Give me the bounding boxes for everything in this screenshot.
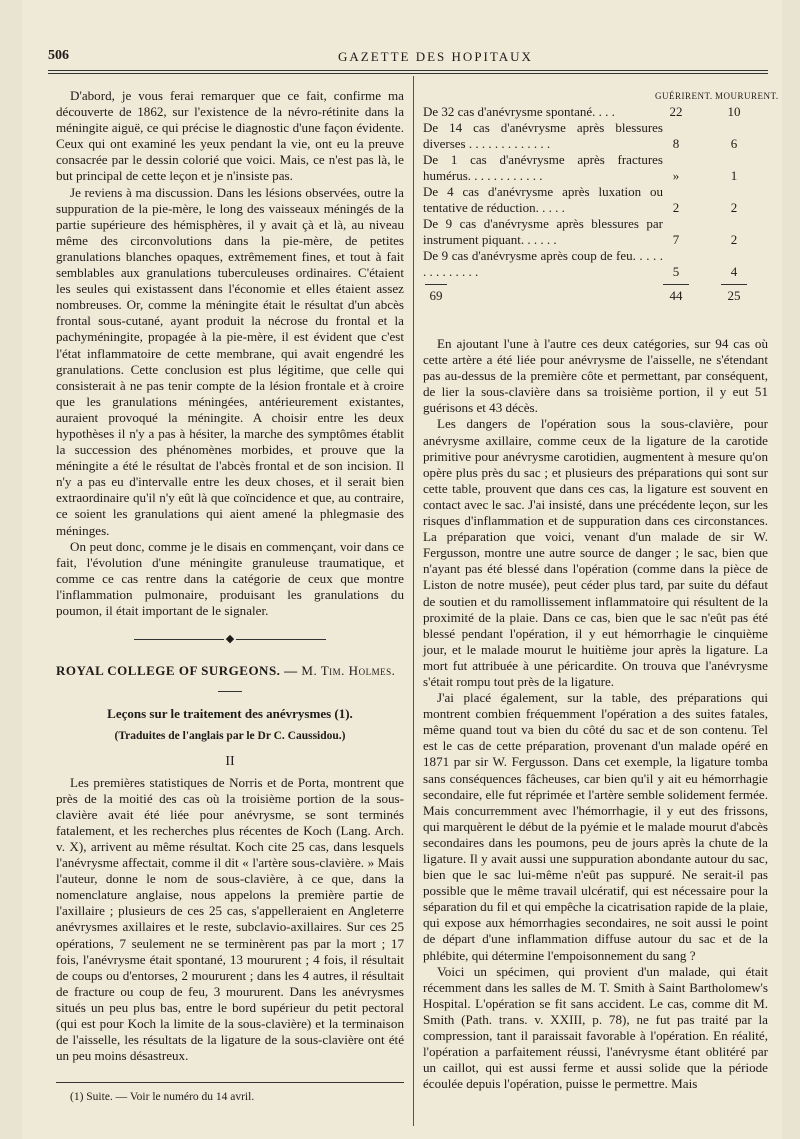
section-title: ROYAL COLLEGE OF SURGEONS. — (56, 663, 298, 679)
table-cell-cured: 2 (672, 200, 680, 215)
paragraph: Je reviens à ma discussion. Dans les lésions observées, outre la suppuration de la pie-mère, le long des vaisseaux méningés de la partie supérieure des hémisphères, il y avait çà et là, au niveau même des circonvolutions dans la pie-mère, de petites granulations blanches opaques, extrêmement fines, et tout à fait semblables aux granulations tuberculeuses ordinaires. C'étaient les seules qui existassent dans l'économie et elles étaient assez nombreuses. Or, comme la méningite était le résultat d'un abcès frontal sous-cutané, ayant produit la nécrose du frontal et la pachyméningite, propagée à la pie-mère, il est évident que c'est l'état inflammatoire de cette membrane, qui avait engendré les granulations. Cette conclusion est plus légitime, que celle qui consisterait à ne pas tenir compte de la lésion frontale et à croire que les granulations méningées, antérieurement existantes, auraient provoqué la méningite. A choisir entre les deux hypothèses il n'y a pas à hésiter, la marche des symptômes établit la succession des phénomènes morbides, et prouve que la méningite a été le résultat de l'abcès frontal et de son incision. Il n'y a pas eu d'intervalle entre les deux choses, et il serait bien extraordinaire qu'il n'y eût là que coïncidence et que, au contraire, ce soient les granulations qui aient amené la phlegmasie des méninges. (56, 184, 404, 538)
column-divider (413, 76, 414, 1126)
table-cell-died: 1 (730, 168, 738, 183)
table-cell-died: 4 (730, 264, 738, 279)
table-row-label: De 9 cas d'anévrysme après coup de feu. . . . . . . . . . . . . . (423, 248, 663, 279)
part-number: II (225, 754, 235, 770)
footnote: (1) Suite. — Voir le numéro du 14 avril. (70, 1091, 255, 1104)
footnote-rule (56, 1082, 404, 1083)
table-cell-died: 2 (730, 232, 738, 247)
table-cell-died: 10 (727, 104, 741, 119)
table-cell-cured: 5 (672, 264, 680, 279)
table-cell-cured: 22 (669, 104, 683, 119)
table-row-label: De 32 cas d'anévrysme spontané. . . . (423, 104, 615, 119)
ornament-divider: ◆ (56, 631, 404, 647)
header-rule-double (48, 73, 768, 74)
paragraph: D'abord, je vous ferai remarquer que ce fait, confirme ma découverte de 1862, sur l'existence de la névro-rétinite dans la méningite aiguë, ce qui précise le diagnostic d'une façon évidente. Ceux qui ont examiné les yeux pendant la vie, ont eu la preuve consacrée par le dessin colorié que voici. Mais, ce n'est pas là, le but principal de cette leçon et je n'insiste pas. (56, 88, 404, 184)
paragraph: J'ai placé également, sur la table, des préparations qui montrent combien fréquemment l'opération a des suites fatales, même quand tout va bien du côté du sac et de son contenu. Tel est le cas de cette préparation, provenant d'un malade opéré en 1871 par sir W. Fergusson. Dans cet exemple, la ligature tomba sans conséquences fâcheuses, car bien qu'il y ait eu hémorrhagie secondaire, elle fut réprimée et l'artère semble solidement fermée. Mais concurremment avec l'hémorrhagie, il y eut des frissons, qui marquèrent le début de la pyémie et le malade mourut d'abcès secondaires dans les poumons, peu de jours après la chute de la ligature. Il y avait aussi une suppuration abondante autour du sac, bien que le sac lui-même n'eût pas suppuré. Ne serait-il pas possible que le même travail ulcératif, qui est nécessaire pour la séparation du fil et qui empêche la cicatrisation rapide de la plaie, qui expose aux hémorrhagies secondaires, ne soit aussi le point de départ d'une inflammation diffuse autour du sac et de la phlébite, qui détermine l'empoisonnement du sang ? (423, 690, 768, 963)
paragraph: En ajoutant l'une à l'autre ces deux catégories, sur 94 cas où cette artère a été liée pour anévrysme de l'aisselle, ne s'étendant pas au-dessus de la première côte et permettant, par conséquent, de lier la sous-clavière dans sa troisième portion, il y eut 51 guérisons et 43 décès. (423, 336, 768, 416)
total-rule (425, 284, 447, 285)
section-heading (56, 663, 404, 679)
total-rule (663, 284, 689, 285)
table-cell-cured: 7 (672, 232, 680, 247)
column-header-died: MOURURENT. (715, 91, 779, 101)
right-column (423, 88, 779, 1092)
paragraph: Les premières statistiques de Norris et de Porta, montrent que près de la moitié des cas où la troisième portion de la sous-clavière avait été liée pour anévrysme, se sont terminés fatalement, et les recherches plus récentes de Koch (Lang. Arch. v. X), arrivent au même résultat. Koch cite 25 cas, dans lesquels l'anévrysme affectait, comme il dit « l'artère sous-clavière. » Mais l'auteur, donne le nom de sous-clavière, à ce que, dans la nomenclature anglaise, nous appelons la première partie de l'axillaire ; plusieurs de ces 25 cas, s'appelleraient en Angleterre anévrysmes axillaires et le reste, subclavio-axillaires. Sur ces 25 opérations, 7 seulement ne se terminèrent pas par la mort ; 17 fois, l'anévrysme était spontané, 13 moururent ; 4 fois, il résultait de coups ou d'entorses, 2 moururent ; dans les 4 autres, il résultait de fracture ou coup de feu, 3 moururent. Dans les anévrysmes situés un peu plus bas, entre le bord supérieur du petit pectoral (qui est pour Koch la limite de la sous-clavière) et la terminaison de l'aisselle, les résultats de la ligature de la sous-clavière ont été un peu moins désastreux. (56, 774, 404, 1064)
table-cell-cured: 8 (672, 136, 680, 151)
page-header (48, 46, 768, 68)
column-header-cured: GUÉRIRENT. (655, 91, 713, 101)
translation-credit: (Traduites de l'anglais par le Dr C. Caussidou.) (114, 730, 346, 743)
paragraph: On peut donc, comme je le disais en commençant, voir dans ce fait, l'évolution d'une méningite granuleuse traumatique, et comme ce cas rentre dans la catégorie de ceux que montre l'inflammation pulmonaire, produisant les granulations du poumon, il était important de le signaler. (56, 538, 404, 618)
total-cases: 69 (429, 288, 443, 303)
page-number: 506 (48, 48, 69, 63)
header-rule (48, 70, 768, 71)
table-row-label: De 14 cas d'anévrysme après blessures diverses . . . . . . . . . . . . . (423, 120, 663, 151)
paragraph: Voici un spécimen, qui provient d'un malade, qui était récemment dans les salles de M. T. Smith à Saint Bartholomew's Hospital. L'opération se fit sans accident. Le cas, comme dit M. Smith (Path. trans. v. XXIII, p. 78), ne fut pas traité par la compression, tant il paraissait favorable à l'opération. En réalité, l'opération a parfaitement réussi, l'anévrysme étant oblitéré par un caillot, qui est aussi ferme et aussi solide que la période écoulée depuis l'opération, puisse le permettre. Mais (423, 963, 768, 1092)
table-cell-died: 6 (730, 136, 738, 151)
total-died: 25 (727, 288, 741, 303)
section-author: M. Tim. Holmes. (301, 663, 396, 679)
left-column (56, 88, 404, 1105)
short-rule (218, 691, 242, 692)
statistics-table (423, 88, 779, 336)
total-rule (721, 284, 747, 285)
paragraph: Les dangers de l'opération sous la sous-clavière, pour anévrysme axillaire, comme ceux de la ligature de la carotide primitive pour anévrysme carotidien, augmentent à mesure qu'on opère plus près du sac ; et plusieurs des préparations qui sont sur cette table, prouvent que dans ces cas, la ligature est souvent en contact avec le sac. J'ai insisté, dans une précédente leçon, sur les risques d'inflammation et de suppuration dans ces circonstances. La préparation que voici, venant d'un malade de sir W. Fergusson, montre une autre source de danger ; le sac, bien que n'ayant pas été blessé dans l'opération (comme dans la pièce de Liston de notre musée), peut céder plus tard, par suite du défaut de soutien et du ramollissement inflammatoire qui résultent de la proximité de la plaie. Dans ce cas, bien que le sac n'eût pas été blessé pendant l'opération, il y eut hémorrhagie le cinquième jour, et le malade mourut le huitième jour après la ligature. La mort fut attribuée à une péricardite. On trouva que l'anévrysme s'était rompu tout près de la ligature. (423, 416, 768, 689)
table-row-label: De 9 cas d'anévrysme après blessures par instrument piquant. . . . . . (423, 216, 663, 247)
table-cell-cured: » (672, 168, 680, 183)
journal-title: GAZETTE DES HOPITAUX (338, 49, 533, 64)
table-cell-died: 2 (730, 200, 738, 215)
lecture-title: Leçons sur le traitement des anévrysmes (1). (107, 706, 353, 722)
total-cured: 44 (669, 288, 683, 303)
table-row-label: De 4 cas d'anévrysme après luxation ou tentative de réduction. . . . . (423, 184, 663, 215)
table-row-label: De 1 cas d'anévrysme après fractures humérus. . . . . . . . . . . . (423, 152, 663, 183)
